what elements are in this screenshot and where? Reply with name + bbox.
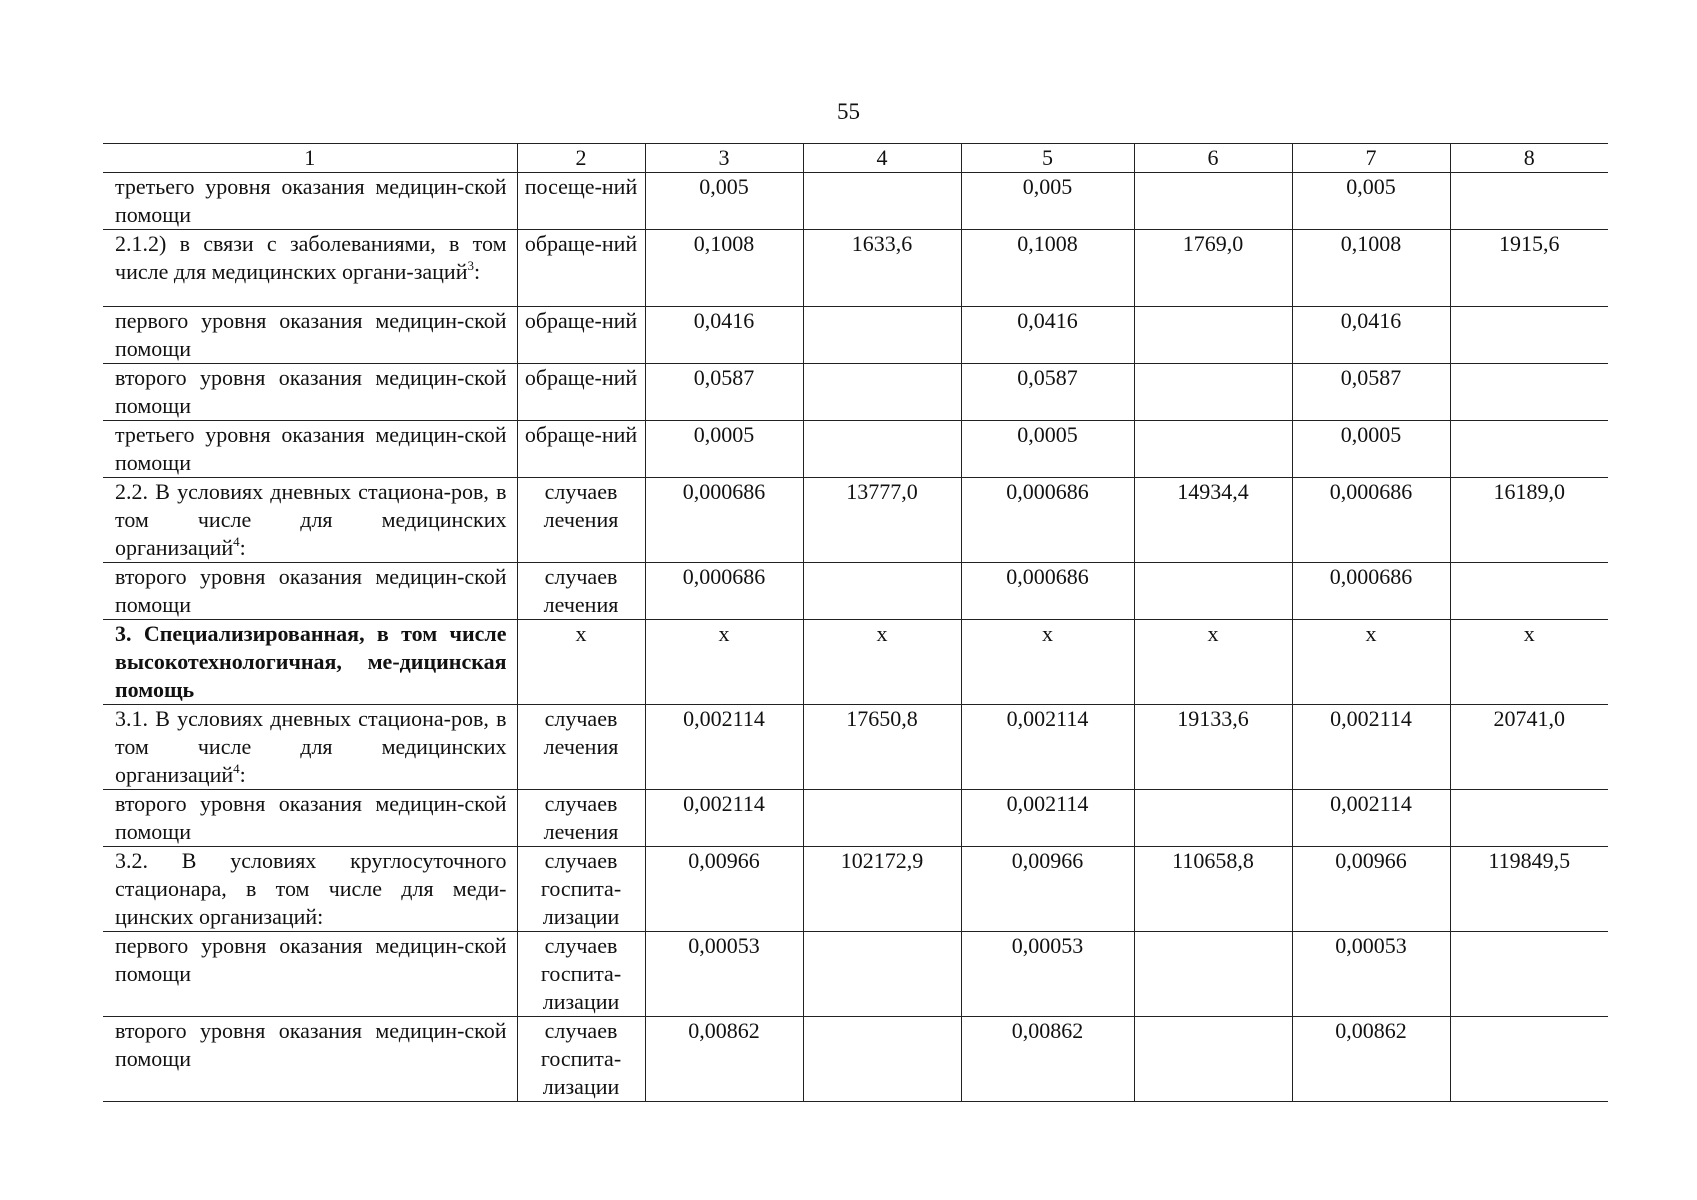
row-description xyxy=(103,230,517,307)
value-cell xyxy=(1450,421,1608,478)
value-cell: 0,1008 xyxy=(1292,230,1450,307)
description-text: третьего уровня оказания медицин-ской помощи xyxy=(115,422,507,475)
row-description xyxy=(103,1017,517,1102)
table-row xyxy=(103,620,1608,705)
value-cell: 0,00966 xyxy=(645,847,803,932)
value-cell: 1915,6 xyxy=(1450,230,1608,307)
value-cell xyxy=(1450,307,1608,364)
value-cell: х xyxy=(803,620,961,705)
value-cell xyxy=(803,563,961,620)
value-cell xyxy=(1450,364,1608,421)
value-cell: 0,002114 xyxy=(1292,705,1450,790)
description-text: второго уровня оказания медицин-ской помощи xyxy=(115,1018,507,1071)
value-cell: 0,000686 xyxy=(1292,478,1450,563)
table-row xyxy=(103,563,1608,620)
table-row xyxy=(103,478,1608,563)
value-cell: 0,0416 xyxy=(961,307,1134,364)
unit-cell: х xyxy=(517,620,645,705)
description-text: второго уровня оказания медицин-ской помощи xyxy=(115,365,507,418)
value-cell: 0,0416 xyxy=(645,307,803,364)
column-header: 1 xyxy=(103,144,517,173)
value-cell: 0,0005 xyxy=(961,421,1134,478)
value-cell xyxy=(1450,1017,1608,1102)
value-cell xyxy=(1450,790,1608,847)
row-description xyxy=(103,173,517,230)
row-description xyxy=(103,932,517,1017)
page-number: 55 xyxy=(837,99,860,124)
footnote-marker: 4 xyxy=(233,761,240,776)
value-cell xyxy=(1134,790,1292,847)
value-cell xyxy=(803,173,961,230)
value-cell: 0,00053 xyxy=(1292,932,1450,1017)
description-text: 2.2. В условиях дневных стациона-ров, в том числе для медицинских организаций xyxy=(115,479,507,560)
value-cell xyxy=(1134,563,1292,620)
table-row xyxy=(103,230,1608,307)
value-cell: 0,000686 xyxy=(1292,563,1450,620)
row-description xyxy=(103,563,517,620)
value-cell: 0,005 xyxy=(645,173,803,230)
value-cell: 1769,0 xyxy=(1134,230,1292,307)
column-header: 6 xyxy=(1134,144,1292,173)
value-cell: 0,00862 xyxy=(1292,1017,1450,1102)
table-row xyxy=(103,847,1608,932)
value-cell: 0,002114 xyxy=(961,705,1134,790)
value-cell: х xyxy=(1134,620,1292,705)
unit-cell: посеще-ний xyxy=(517,173,645,230)
unit-cell: случаев лечения xyxy=(517,478,645,563)
value-cell: 19133,6 xyxy=(1134,705,1292,790)
value-cell: 0,00053 xyxy=(961,932,1134,1017)
column-header: 8 xyxy=(1450,144,1608,173)
value-cell: 14934,4 xyxy=(1134,478,1292,563)
description-text: 3. Специализированная, в том числе высокотехнологичная, ме-дицинская помощь xyxy=(115,621,507,702)
value-cell xyxy=(803,932,961,1017)
description-text: 3.1. В условиях дневных стациона-ров, в том числе для медицинских организаций xyxy=(115,706,507,787)
value-cell: х xyxy=(1292,620,1450,705)
value-cell: 13777,0 xyxy=(803,478,961,563)
value-cell: 0,000686 xyxy=(645,478,803,563)
value-cell xyxy=(1134,932,1292,1017)
value-cell: х xyxy=(645,620,803,705)
unit-cell: случаев лечения xyxy=(517,705,645,790)
value-cell: 0,00053 xyxy=(645,932,803,1017)
row-description xyxy=(103,478,517,563)
value-cell: 16189,0 xyxy=(1450,478,1608,563)
value-cell: 17650,8 xyxy=(803,705,961,790)
value-cell: 0,00966 xyxy=(1292,847,1450,932)
value-cell: 0,00966 xyxy=(961,847,1134,932)
row-description xyxy=(103,847,517,932)
unit-cell: случаев госпита-лизации xyxy=(517,1017,645,1102)
value-cell xyxy=(803,421,961,478)
description-text: третьего уровня оказания медицин-ской помощи xyxy=(115,174,507,227)
description-text: первого уровня оказания медицин-ской помощи xyxy=(115,308,507,361)
value-cell: 110658,8 xyxy=(1134,847,1292,932)
description-text: 2.1.2) в связи с заболеваниями, в том числе для медицинских органи-заций xyxy=(115,231,507,284)
value-cell xyxy=(803,1017,961,1102)
data-table xyxy=(103,143,1608,1102)
value-cell xyxy=(803,307,961,364)
value-cell xyxy=(1450,932,1608,1017)
value-cell: 0,1008 xyxy=(645,230,803,307)
row-description xyxy=(103,790,517,847)
value-cell: х xyxy=(1450,620,1608,705)
footnote-marker: 3 xyxy=(467,258,474,273)
row-description xyxy=(103,307,517,364)
description-suffix: : xyxy=(239,535,246,560)
value-cell xyxy=(1134,421,1292,478)
column-header: 2 xyxy=(517,144,645,173)
value-cell: 0,000686 xyxy=(961,563,1134,620)
value-cell: 0,002114 xyxy=(645,790,803,847)
description-suffix: : xyxy=(473,259,481,284)
value-cell: 20741,0 xyxy=(1450,705,1608,790)
column-header: 7 xyxy=(1292,144,1450,173)
row-description xyxy=(103,421,517,478)
value-cell: 0,1008 xyxy=(961,230,1134,307)
column-header: 5 xyxy=(961,144,1134,173)
value-cell: 0,005 xyxy=(1292,173,1450,230)
value-cell: 0,000686 xyxy=(645,563,803,620)
value-cell: 1633,6 xyxy=(803,230,961,307)
value-cell: 0,002114 xyxy=(1292,790,1450,847)
table-row xyxy=(103,364,1608,421)
value-cell: 119849,5 xyxy=(1450,847,1608,932)
value-cell xyxy=(1134,307,1292,364)
table-row xyxy=(103,173,1608,230)
table-row xyxy=(103,790,1608,847)
footnote-marker: 4 xyxy=(233,534,240,549)
value-cell: 0,0587 xyxy=(961,364,1134,421)
value-cell: 0,000686 xyxy=(961,478,1134,563)
value-cell xyxy=(1134,173,1292,230)
table-row xyxy=(103,1017,1608,1102)
table-row xyxy=(103,421,1608,478)
unit-cell: обраще-ний xyxy=(517,364,645,421)
value-cell: 0,0005 xyxy=(1292,421,1450,478)
table-row xyxy=(103,932,1608,1017)
value-cell: 0,00862 xyxy=(645,1017,803,1102)
description-text: второго уровня оказания медицин-ской помощи xyxy=(115,564,507,617)
value-cell: 0,0416 xyxy=(1292,307,1450,364)
value-cell: 0,0587 xyxy=(1292,364,1450,421)
value-cell: 0,00862 xyxy=(961,1017,1134,1102)
row-description xyxy=(103,364,517,421)
table-row xyxy=(103,705,1608,790)
row-description xyxy=(103,705,517,790)
description-text: 3.2. В условиях круглосуточного стационара, в том числе для меди-цинских организаций: xyxy=(115,848,507,929)
value-cell: 102172,9 xyxy=(803,847,961,932)
value-cell: 0,005 xyxy=(961,173,1134,230)
description-text: второго уровня оказания медицин-ской помощи xyxy=(115,791,507,844)
value-cell xyxy=(1450,563,1608,620)
value-cell xyxy=(803,790,961,847)
table-row xyxy=(103,307,1608,364)
unit-cell: случаев госпита-лизации xyxy=(517,847,645,932)
value-cell: 0,0587 xyxy=(645,364,803,421)
unit-cell: обраще-ний xyxy=(517,307,645,364)
value-cell: 0,002114 xyxy=(961,790,1134,847)
value-cell: 0,0005 xyxy=(645,421,803,478)
description-text: первого уровня оказания медицин-ской помощи xyxy=(115,933,507,986)
column-header: 4 xyxy=(803,144,961,173)
value-cell xyxy=(803,364,961,421)
header-row xyxy=(103,144,1608,173)
value-cell: 0,002114 xyxy=(645,705,803,790)
description-suffix: : xyxy=(239,762,246,787)
unit-cell: случаев госпита-лизации xyxy=(517,932,645,1017)
unit-cell: обраще-ний xyxy=(517,230,645,307)
row-description xyxy=(103,620,517,705)
value-cell xyxy=(1450,173,1608,230)
value-cell xyxy=(1134,1017,1292,1102)
unit-cell: обраще-ний xyxy=(517,421,645,478)
value-cell: х xyxy=(961,620,1134,705)
unit-cell: случаев лечения xyxy=(517,563,645,620)
unit-cell: случаев лечения xyxy=(517,790,645,847)
column-header: 3 xyxy=(645,144,803,173)
value-cell xyxy=(1134,364,1292,421)
